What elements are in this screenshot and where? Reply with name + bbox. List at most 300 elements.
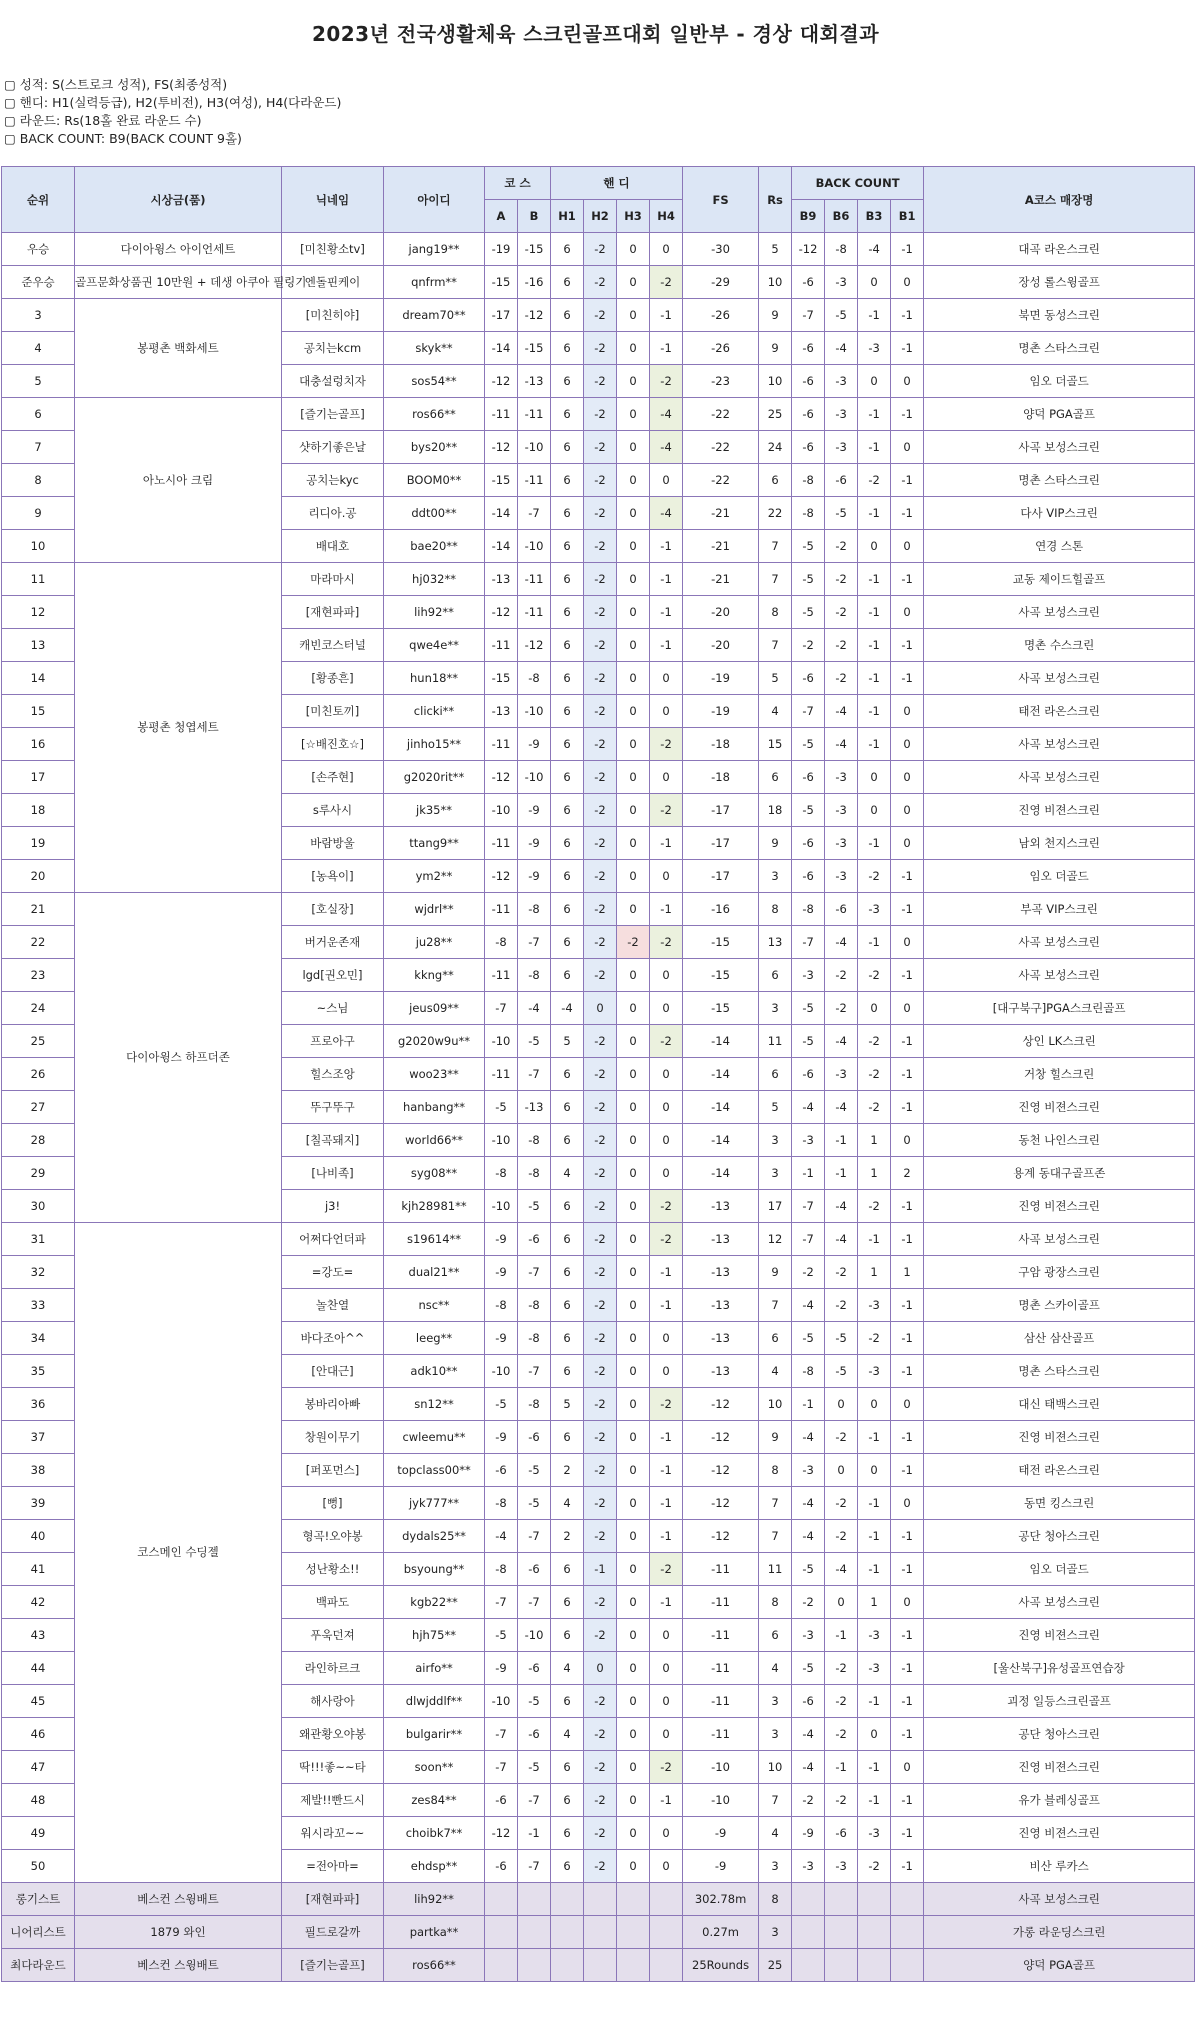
cell-h3: 0 [617,266,650,299]
header-b1: B1 [891,200,924,233]
cell-store: 명촌 스타스크린 [924,464,1195,497]
empty-cell [650,1916,683,1949]
cell-h1: 5 [551,1388,584,1421]
cell-h4: -2 [650,794,683,827]
cell-b1: -1 [891,1454,924,1487]
cell-fs: -30 [683,233,759,266]
cell-store: 사곡 보성스크린 [924,1586,1195,1619]
cell-store: 진영 비젼스크린 [924,1091,1195,1124]
cell-h3: 0 [617,761,650,794]
cell-score-a: -5 [485,1091,518,1124]
cell-b3: -4 [858,233,891,266]
cell-rs: 9 [759,332,792,365]
cell-fs: -11 [683,1586,759,1619]
cell-h2: -2 [584,761,617,794]
cell-b9: -1 [792,1157,825,1190]
cell-b3: -2 [858,464,891,497]
cell-nickname: [☆배진호☆] [282,728,384,761]
cell-b6: -6 [825,893,858,926]
cell-score-a: -6 [485,1850,518,1883]
cell-store: 사곡 보성스크린 [924,662,1195,695]
cell-score-b: -7 [518,1850,551,1883]
cell-fs: -12 [683,1388,759,1421]
cell-b9: -3 [792,1124,825,1157]
cell-h1: 6 [551,332,584,365]
cell-b9: -5 [792,1553,825,1586]
cell-rank: 47 [2,1751,75,1784]
cell-h3: 0 [617,1850,650,1883]
cell-fs: -14 [683,1025,759,1058]
cell-id: hun18** [384,662,485,695]
cell-nickname: 공치는kcm [282,332,384,365]
empty-cell [584,1916,617,1949]
cell-h3: 0 [617,1784,650,1817]
cell-h4: -4 [650,497,683,530]
cell-h3: 0 [617,1487,650,1520]
cell-store: 태전 라온스크린 [924,695,1195,728]
cell-store: 연경 스톤 [924,530,1195,563]
cell-rs: 6 [759,464,792,497]
cell-store: 진영 비젼스크린 [924,1190,1195,1223]
legend-round: ▢ 라운드: Rs(18홀 완료 라운드 수) [4,113,202,128]
cell-rs: 3 [759,1157,792,1190]
cell-h4: -1 [650,629,683,662]
cell-h4: -1 [650,893,683,926]
cell-h4: -4 [650,398,683,431]
cell-h4: 0 [650,695,683,728]
cell-rs: 6 [759,1619,792,1652]
cell-h4: 0 [650,1817,683,1850]
cell-fs: -14 [683,1124,759,1157]
cell-h2: -2 [584,1190,617,1223]
cell-h1: 6 [551,1322,584,1355]
cell-rank: 46 [2,1718,75,1751]
cell-nickname: 바람방울 [282,827,384,860]
cell-rs: 4 [759,1817,792,1850]
cell-b6: -3 [825,761,858,794]
cell-b9: -6 [792,365,825,398]
cell-rs: 3 [759,1916,792,1949]
cell-fs: 25Rounds [683,1949,759,1982]
cell-b6: -1 [825,1619,858,1652]
cell-b3: -1 [858,1223,891,1256]
cell-rs: 5 [759,233,792,266]
cell-rank: 28 [2,1124,75,1157]
cell-b6: -2 [825,1718,858,1751]
cell-rs: 10 [759,365,792,398]
cell-h2: -2 [584,464,617,497]
cell-h4: -1 [650,827,683,860]
cell-b3: 0 [858,794,891,827]
cell-h3: 0 [617,1652,650,1685]
cell-h4: -1 [650,1421,683,1454]
cell-score-a: -10 [485,1124,518,1157]
cell-id: topclass00** [384,1454,485,1487]
cell-rank: 41 [2,1553,75,1586]
cell-nickname: 프로아구 [282,1025,384,1058]
cell-id: kkng** [384,959,485,992]
cell-b9: -4 [792,1289,825,1322]
cell-rank: 19 [2,827,75,860]
cell-b3: -2 [858,1025,891,1058]
cell-h3: 0 [617,1421,650,1454]
cell-h4: -2 [650,1751,683,1784]
cell-h2: -2 [584,1091,617,1124]
cell-prize: 1879 와인 [75,1916,282,1949]
cell-rs: 7 [759,1289,792,1322]
cell-score-b: -11 [518,596,551,629]
cell-fs: -13 [683,1289,759,1322]
cell-fs: -18 [683,728,759,761]
cell-rs: 7 [759,1520,792,1553]
results-table [1,166,1195,1982]
empty-cell [858,1883,891,1916]
cell-b6: -5 [825,1355,858,1388]
cell-id: jeus09** [384,992,485,1025]
cell-h2: -2 [584,1454,617,1487]
cell-nickname: 봉바리아빠 [282,1388,384,1421]
cell-id: jyk777** [384,1487,485,1520]
cell-b1: 0 [891,596,924,629]
cell-nickname: =강도= [282,1256,384,1289]
cell-h4: 0 [650,1619,683,1652]
cell-h3: 0 [617,1586,650,1619]
cell-b6: -2 [825,1784,858,1817]
cell-h2: -2 [584,695,617,728]
cell-h1: 6 [551,431,584,464]
cell-rs: 3 [759,992,792,1025]
cell-id: ym2** [384,860,485,893]
cell-h3: 0 [617,530,650,563]
cell-h3: 0 [617,959,650,992]
cell-score-a: -19 [485,233,518,266]
cell-score-b: -7 [518,1256,551,1289]
cell-rank: 6 [2,398,75,431]
header-a: A [485,200,518,233]
cell-b1: 0 [891,1388,924,1421]
empty-cell [792,1883,825,1916]
cell-b9: -6 [792,860,825,893]
cell-b6: -1 [825,1751,858,1784]
cell-store: 진영 비젼스크린 [924,1619,1195,1652]
cell-h1: 6 [551,959,584,992]
cell-score-b: -9 [518,827,551,860]
cell-h1: 4 [551,1157,584,1190]
cell-rank: 20 [2,860,75,893]
cell-h4: -1 [650,1520,683,1553]
cell-h4: -1 [650,1487,683,1520]
cell-h1: 6 [551,299,584,332]
cell-b9: -8 [792,1355,825,1388]
cell-score-b: -7 [518,1520,551,1553]
cell-rs: 7 [759,530,792,563]
cell-fs: -9 [683,1850,759,1883]
header-h2: H2 [584,200,617,233]
table-row [2,266,1195,299]
cell-fs: -19 [683,662,759,695]
cell-fs: -15 [683,926,759,959]
cell-id: choibk7** [384,1817,485,1850]
cell-b3: -2 [858,1850,891,1883]
cell-store: 동면 킹스크린 [924,1487,1195,1520]
cell-b1: -1 [891,1520,924,1553]
cell-b3: -1 [858,728,891,761]
cell-score-a: -12 [485,596,518,629]
cell-store: 진영 비젼스크린 [924,1817,1195,1850]
cell-rank: 44 [2,1652,75,1685]
cell-score-a: -12 [485,761,518,794]
empty-cell [891,1916,924,1949]
header-b6: B6 [825,200,858,233]
cell-store: 용계 동대구골프존 [924,1157,1195,1190]
cell-h2: -2 [584,794,617,827]
cell-rank: 49 [2,1817,75,1850]
cell-b6: -2 [825,1652,858,1685]
cell-h3: 0 [617,1289,650,1322]
cell-fs: -11 [683,1652,759,1685]
cell-fs: -14 [683,1157,759,1190]
cell-b6: -2 [825,530,858,563]
cell-rs: 4 [759,695,792,728]
cell-rs: 7 [759,1784,792,1817]
cell-h4: -1 [650,332,683,365]
cell-score-a: -15 [485,662,518,695]
cell-b3: -1 [858,1784,891,1817]
cell-store: 태전 라온스크린 [924,1454,1195,1487]
cell-score-a: -7 [485,1751,518,1784]
header-prize: 시상금(품) [75,167,282,233]
cell-id: qwe4e** [384,629,485,662]
cell-b6: -2 [825,1487,858,1520]
cell-b1: 0 [891,992,924,1025]
cell-store: 양덕 PGA골프 [924,398,1195,431]
cell-score-b: -1 [518,1817,551,1850]
cell-h4: -2 [650,1553,683,1586]
empty-cell [650,1883,683,1916]
cell-b3: 0 [858,1388,891,1421]
cell-store: 장성 롤스윙골프 [924,266,1195,299]
cell-score-a: -13 [485,695,518,728]
cell-b9: -2 [792,1586,825,1619]
cell-rs: 13 [759,926,792,959]
cell-score-b: -7 [518,1355,551,1388]
empty-cell [551,1916,584,1949]
cell-rs: 11 [759,1025,792,1058]
cell-h2: -2 [584,266,617,299]
cell-id: hanbang** [384,1091,485,1124]
cell-store: 사곡 보성스크린 [924,431,1195,464]
cell-h2: -2 [584,1586,617,1619]
cell-rs: 10 [759,1751,792,1784]
cell-b1: 0 [891,827,924,860]
cell-b1: -1 [891,1718,924,1751]
cell-score-b: -8 [518,959,551,992]
cell-id: syg08** [384,1157,485,1190]
cell-h2: -2 [584,1058,617,1091]
cell-rank: 14 [2,662,75,695]
cell-nickname: 버거운존재 [282,926,384,959]
cell-h2: -2 [584,728,617,761]
cell-id: g2020w9u** [384,1025,485,1058]
cell-b3: -3 [858,1619,891,1652]
cell-b9: -2 [792,1256,825,1289]
cell-b3: -1 [858,1685,891,1718]
header-handicap: 핸 디 [551,167,683,200]
cell-id: BOOM0** [384,464,485,497]
cell-id: ttang9** [384,827,485,860]
cell-rs: 6 [759,1322,792,1355]
cell-score-a: -9 [485,1223,518,1256]
cell-score-b: -15 [518,233,551,266]
cell-rs: 17 [759,1190,792,1223]
cell-rank: 24 [2,992,75,1025]
cell-nickname: 워시라꼬~~ [282,1817,384,1850]
cell-b9: -9 [792,1817,825,1850]
empty-cell [617,1883,650,1916]
cell-h2: -2 [584,398,617,431]
cell-h2: -2 [584,1850,617,1883]
cell-rank: 21 [2,893,75,926]
cell-id: bsyoung** [384,1553,485,1586]
cell-score-b: -9 [518,728,551,761]
header-backcount: BACK COUNT [792,167,924,200]
cell-h3: 0 [617,827,650,860]
cell-h4: 0 [650,1652,683,1685]
cell-b1: -1 [891,563,924,596]
cell-prize: 아노시아 크림 [75,398,282,563]
cell-h4: 0 [650,959,683,992]
cell-h3: 0 [617,893,650,926]
cell-nickname: j3! [282,1190,384,1223]
cell-store: 사곡 보성스크린 [924,1883,1195,1916]
cell-b1: 0 [891,794,924,827]
cell-fs: -12 [683,1421,759,1454]
cell-b3: -1 [858,695,891,728]
cell-b1: 0 [891,926,924,959]
special-award-row [2,1949,1195,1982]
cell-fs: -16 [683,893,759,926]
cell-nickname: 백파도 [282,1586,384,1619]
cell-score-a: -11 [485,629,518,662]
cell-h4: -2 [650,728,683,761]
cell-prize: 다이아윙스 아이언세트 [75,233,282,266]
cell-b1: -1 [891,464,924,497]
header-nickname: 닉네임 [282,167,384,233]
cell-score-a: -14 [485,497,518,530]
cell-rs: 5 [759,662,792,695]
cell-score-b: -12 [518,299,551,332]
cell-id: airfo** [384,1652,485,1685]
cell-nickname: 엔돌핀케이 [282,266,384,299]
cell-store: 진영 비젼스크린 [924,1751,1195,1784]
cell-store: [울산북구]유성골프연습장 [924,1652,1195,1685]
cell-score-b: -5 [518,1685,551,1718]
cell-score-b: -7 [518,926,551,959]
cell-store: 동천 나인스크린 [924,1124,1195,1157]
cell-score-a: -11 [485,827,518,860]
cell-rs: 6 [759,761,792,794]
cell-b3: -1 [858,827,891,860]
cell-nickname: 마라마시 [282,563,384,596]
empty-cell [891,1949,924,1982]
cell-prize: 코스메인 수딩젤 [75,1223,282,1883]
cell-store: 진영 비젼스크린 [924,1421,1195,1454]
cell-h3: 0 [617,1619,650,1652]
cell-b6: -5 [825,1322,858,1355]
cell-score-a: -11 [485,398,518,431]
cell-h2: -2 [584,959,617,992]
cell-b6: -5 [825,299,858,332]
cell-nickname: [재현파파] [282,596,384,629]
cell-h4: -2 [650,266,683,299]
cell-prize: 베스컨 스윙배트 [75,1949,282,1982]
cell-b9: -4 [792,1718,825,1751]
cell-score-a: -15 [485,464,518,497]
cell-b9: -7 [792,1190,825,1223]
cell-store: 비산 루카스 [924,1850,1195,1883]
cell-rank: 38 [2,1454,75,1487]
cell-b6: -2 [825,1520,858,1553]
cell-h2: -2 [584,596,617,629]
cell-score-a: -11 [485,728,518,761]
cell-nickname: [미친황소tv] [282,233,384,266]
cell-fs: -29 [683,266,759,299]
empty-cell [485,1916,518,1949]
legend [4,76,341,148]
cell-nickname: 형곡!오야봉 [282,1520,384,1553]
cell-store: 사곡 보성스크린 [924,761,1195,794]
cell-h4: -2 [650,1388,683,1421]
cell-h3: 0 [617,662,650,695]
cell-b9: -5 [792,1025,825,1058]
cell-store: 괴정 일등스크린골프 [924,1685,1195,1718]
cell-b3: -2 [858,1190,891,1223]
cell-id: soon** [384,1751,485,1784]
header-b3: B3 [858,200,891,233]
cell-fs: -12 [683,1487,759,1520]
cell-score-b: -5 [518,1190,551,1223]
cell-rs: 8 [759,1454,792,1487]
cell-rs: 6 [759,959,792,992]
cell-rs: 6 [759,1058,792,1091]
cell-b3: -1 [858,497,891,530]
cell-b6: -3 [825,1058,858,1091]
cell-h4: -1 [650,596,683,629]
cell-h4: -1 [650,299,683,332]
cell-h4: -1 [650,530,683,563]
cell-h2: -2 [584,1487,617,1520]
cell-b3: -3 [858,893,891,926]
cell-h3: 0 [617,1091,650,1124]
cell-rank: 26 [2,1058,75,1091]
cell-h1: 6 [551,1355,584,1388]
cell-b1: 0 [891,530,924,563]
cell-h4: -1 [650,1586,683,1619]
empty-cell [825,1949,858,1982]
cell-h1: 6 [551,794,584,827]
cell-b9: -5 [792,794,825,827]
cell-id: jinho15** [384,728,485,761]
cell-b6: -1 [825,1124,858,1157]
cell-b9: -6 [792,1058,825,1091]
cell-fs: -19 [683,695,759,728]
cell-h3: 0 [617,1223,650,1256]
cell-rs: 9 [759,1421,792,1454]
cell-h2: -2 [584,629,617,662]
cell-h3: 0 [617,1751,650,1784]
cell-id: dual21** [384,1256,485,1289]
cell-score-b: -13 [518,1091,551,1124]
